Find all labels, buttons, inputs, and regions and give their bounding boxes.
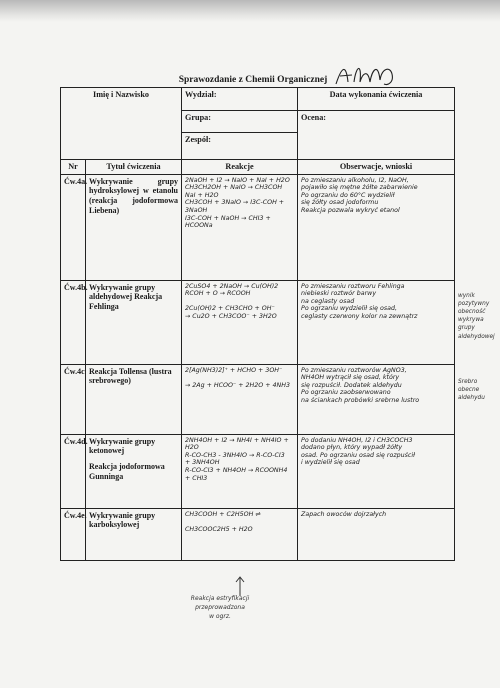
col-observations: Obserwacje, wnioski [298,160,455,175]
row-reactions: 2CuSO4 + 2NaOH → Cu(OH)2 RCOH + O → RCOOH 2Cu(OH)2 + CH3CHO + OH⁻ → Cu2O + CH3COO⁻ + 3H2O [182,280,298,364]
col-reactions: Reakcje [182,160,298,175]
margin-note: wynik pozytywny obecność wykrywa grupy aldehydowej [458,293,495,340]
row-reactions: 2NH4OH + I2 → NH4I + NH4IO + H2O R-CO-CH3 - 3NH4IO → R-CO-CI3 + 3NH4OH R-CO-CI3 + NH4OH → RCOONH4 + CHI3 [182,434,298,508]
row-title-line: Reakcja jodoformowa Gunninga [89,462,165,481]
row-nr: Ćw.4a. [61,174,86,280]
table-row [61,174,455,280]
row-nr: Ćw.4b. [61,280,86,364]
row-title: Wykrywanie grupy karboksylowej [86,508,182,560]
row-reactions: 2NaOH + I2 → NaIO + NaI + H2O CH3CH2OH + NaIO → CH3COH NaI + H2O CH3COH + 3NaIO → I3C-COH + 3NaOH I3C-COH + NaOH → CHI3 + HCOONa [182,174,298,280]
scan-shadow [0,0,500,22]
col-title: Tytuł ćwiczenia [86,160,182,175]
table-row [61,434,455,508]
date-label: Data wykonania ćwiczenia [298,88,455,111]
row-nr: Ćw.4d. [61,434,86,508]
grade-label: Ocena: [298,111,455,160]
header-row-1 [61,88,455,111]
row-title: Reakcja Tollensa (lustra srebrowego) [86,364,182,434]
column-header-row [61,160,455,175]
col-nr: Nr [61,160,86,175]
handwritten-signature [330,60,400,90]
row-title: Wykrywanie grupy hydroksylowej w etanolu (reakcja jodoformowa Liebena) [86,174,182,280]
row-observations: Po zmieszaniu roztworów AgNO3, NH4OH wytrącił się osad, który się rozpuścił. Dodatek aldehydu Po ogrzaniu zaobserwowano na ściankach probówki srebrne lustro [298,364,455,434]
table-row [61,508,455,560]
row-title [86,434,182,508]
row-nr: Ćw.4c [61,364,86,434]
row-title: Wykrywanie grupy aldehydowej Reakcja Fehlinga [86,280,182,364]
group-label: Grupa: [182,111,298,133]
bottom-handwritten-note: Reakcja estryfikacji przeprowadzona w ogrz. [190,595,250,620]
row-observations: Po zmieszaniu alkoholu, I2, NaOH, pojawiło się mętne żółte zabarwienie Po ogrzaniu do 60°C wydzielił się żółty osad jodoformu Reakcja pozwala wykryć etanol [298,174,455,280]
row-title-line: Wykrywanie grupy ketonowej [89,436,156,456]
row-reactions: 2[Ag(NH3)2]⁺ + HCHO + 3OH⁻ → 2Ag + HCOO⁻ + 2H2O + 4NH3 [182,364,298,434]
row-observations: Zapach owoców dojrzałych [298,508,455,560]
row-observations: Po dodaniu NH4OH, I2 i CH3COCH3 dodano płyn, który wypadł żółty osad. Po ogrzaniu osad się rozpuścił i wydzielił się osad [298,434,455,508]
margin-note: Srebro obecne aldehydu [458,379,485,402]
row-reactions: CH3COOH + C2H5OH ⇌ CH3COOC2H5 + H2O [182,508,298,560]
row-nr: Ćw.4e. [61,508,86,560]
report-table [60,87,455,561]
table-row [61,280,455,364]
team-label: Zespół: [182,133,298,160]
name-label: Imię i Nazwisko [61,88,182,160]
document-title: Sprawozdanie z Chemii Organicznej [178,75,328,85]
row-observations: Po zmieszaniu roztworu Fehlinga niebieski roztwór barwy na ceglasty osad Po ogrzaniu wydzielił się osad, ceglasty czerwony kolor na zewnątrz [298,280,455,364]
department-label: Wydział: [182,88,298,111]
table-row [61,364,455,434]
